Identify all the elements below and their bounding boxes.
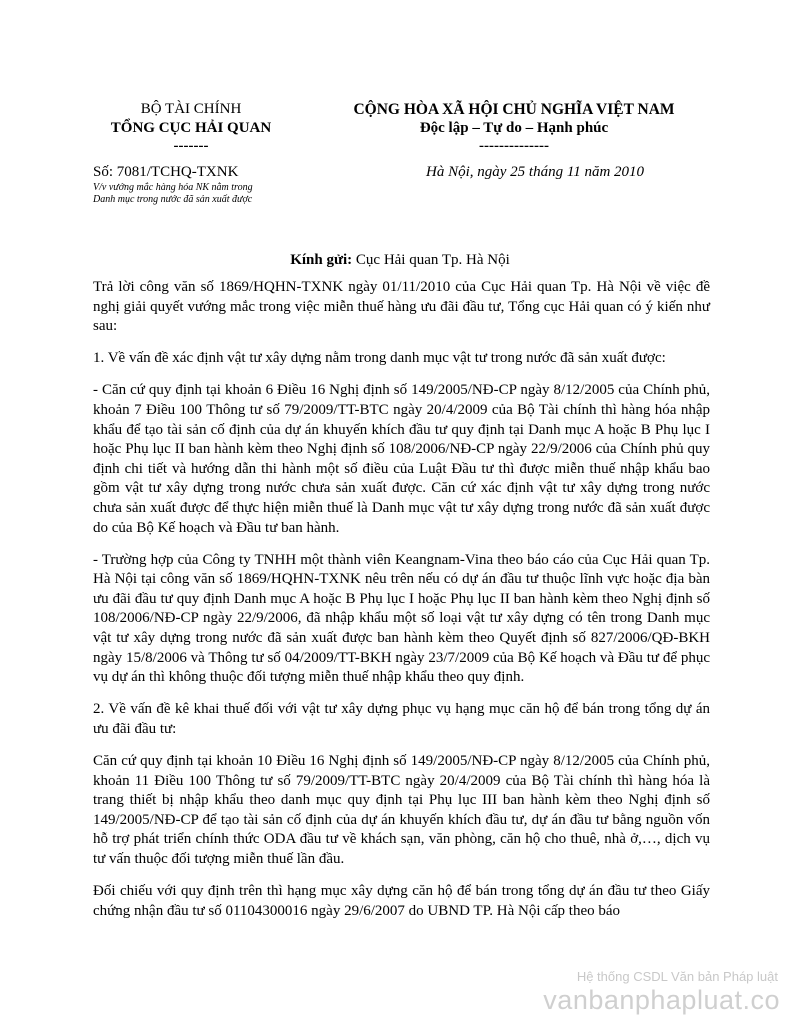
document-date: Hà Nội, ngày 25 tháng 11 năm 2010 [426,164,645,180]
recipient-name: Cục Hải quan Tp. Hà Nội [355,252,510,268]
watermark-caption: Hệ thống CSDL Văn bản Pháp luật [576,969,778,984]
issuing-agency-block [96,100,286,154]
document-number: Số: 7081/TCHQ-TXNK [93,164,239,180]
body-paragraph: - Trường hợp của Công ty TNHH một thành viên Keangnam-Vina theo báo cáo của Cục Hải quan Tp. Hà Nội tại công văn số 1869/HQHN-TXNK nêu trên nếu có dự án đầu tư thuộc lĩnh vực hoặc địa bàn ưu đãi đầu tư quy định Danh mục A hoặc B Phụ lục I hoặc Phụ lục II ban hành kèm theo Nghị định số 108/2006/NĐ-CP ngày 22/9/2006, đã nhập khẩu một số loại vật tư xây dựng có tên trong Danh mục vật tư xây dựng trong nước đã sản xuất được ban hành kèm theo Quyết định số 827/2006/QĐ-BKH ngày 15/8/2006 và Thông tư số 04/2009/TT-BKH ngày 23/7/2009 của Bộ Kế hoạch và Đầu tư để phục vụ dự án thì không thuộc đối tượng miễn thuế nhập khẩu theo quy định. [93,551,710,686]
subject-line-1: V/v vướng mắc hàng hóa NK nằm trong [93,182,253,193]
recipient-label: Kính gửi: [290,252,353,268]
document-body [93,278,710,934]
national-motto: Độc lập – Tự do – Hạnh phúc [419,120,609,136]
national-header-block [318,100,710,154]
subject-line-2: Danh mục trong nước đã sản xuất được [93,194,253,205]
body-paragraph: Đối chiếu với quy định trên thì hạng mục xây dựng căn hộ để bán trong tổng dự án đầu tư theo Giấy chứng nhận đầu tư số 01104300016 ngày 29/6/2007 do UBND TP. Hà Nội cấp theo báo [93,883,710,919]
recipient-line [0,252,800,269]
body-paragraph: - Căn cứ quy định tại khoản 6 Điều 16 Nghị định số 149/2005/NĐ-CP ngày 8/12/2005 của Chính phủ, khoản 7 Điều 100 Thông tư số 79/2009/TT-BTC ngày 20/4/2009 của Bộ Tài chính thì hàng hóa nhập khẩu để tạo tài sản cố định của dự án khuyến khích đầu tư quy định tại Danh mục A hoặc B Phụ lục I hoặc Phụ lục II ban hành kèm theo Nghị định số 108/2006/NĐ-CP ngày 22/9/2006 của Chính phủ quy định chi tiết và hướng dẫn thi hành một số điều của Luật Đầu tư thì được miễn thuế nhập khẩu bao gồm vật tư xây dựng trong nước chưa sản xuất được. Căn cứ xác định vật tư xây dựng trong nước chưa sản xuất được để thực hiện miễn thuế là Danh mục vật tư xây dựng trong nước đã sản xuất được do của Bộ Kế hoạch và Đầu tư ban hành. [93,382,710,536]
left-divider: ------- [173,138,209,154]
department-name: TỔNG CỤC HẢI QUAN [110,120,272,136]
body-paragraph: 1. Về vấn đề xác định vật tư xây dựng nằm trong danh mục vật tư trong nước đã sản xuất được: [93,350,666,367]
body-paragraph: Trả lời công văn số 1869/HQHN-TXNK ngày 01/11/2010 của Cục Hải quan Tp. Hà Nội về việc đề nghị giải quyết vướng mắc trong việc miễn thuế hàng ưu đãi đầu tư, Tổng cục Hải quan có ý kiến như sau: [93,279,710,335]
nation-title: CỘNG HÒA XÃ HỘI CHỦ NGHĨA VIỆT NAM [353,101,675,118]
document-subject [93,182,293,206]
watermark-site: vanbanphapluat.co [543,985,780,1015]
right-divider: -------------- [479,138,549,154]
ministry-name: BỘ TÀI CHÍNH [140,101,242,117]
body-paragraph: Căn cứ quy định tại khoản 10 Điều 16 Nghị định số 149/2005/NĐ-CP ngày 8/12/2005 của Chính phủ, khoản 11 Điều 100 Thông tư số 79/2009/TT-BTC ngày 20/4/2009 của Bộ Tài chính thì hàng hóa là trang thiết bị nhập khẩu theo danh mục quy định tại Phụ lục III ban hành kèm theo Nghị định số 149/2005/NĐ-CP để tạo tài sản cố định của dự án khuyến khích đầu tư, dự án đầu tư bằng nguồn vốn hỗ trợ phát triển chính thức ODA đầu tư về khách sạn, văn phòng, căn hộ cho thuê, nhà ở,…, dịch vụ tư vấn thuộc đối tượng miễn thuế lần đầu. [93,752,710,867]
body-paragraph: 2. Về vấn đề kê khai thuế đối với vật tư xây dựng phục vụ hạng mục căn hộ để bán trong tổng dự án ưu đãi đầu tư: [93,701,710,737]
